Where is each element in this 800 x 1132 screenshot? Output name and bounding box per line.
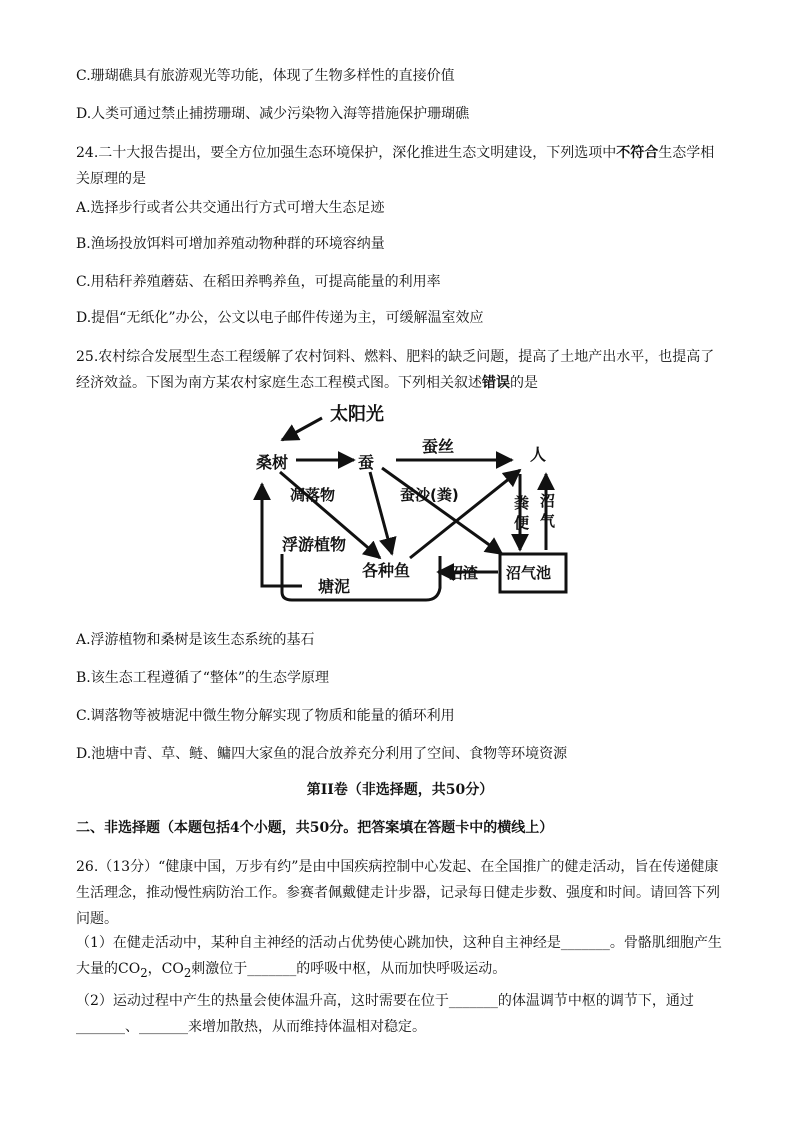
label-biogas-pool: 沼气池 — [506, 564, 552, 582]
label-fish: 各种鱼 — [362, 561, 411, 580]
label-biogas — [540, 492, 556, 530]
label-mulberry: 桑树 — [256, 453, 289, 472]
q26-part1-text-mid: ，CO — [147, 961, 184, 977]
section2-title: 第II卷（非选择题，共50分） — [306, 782, 494, 798]
label-excrement-char1: 粪 — [514, 494, 530, 512]
q25-option-a: A.浮游植物和桑树是该生态系统的基石 — [76, 632, 315, 648]
q26-part1-text: （1）在健走活动中，某种自主神经的活动占优势使心跳加快，这种自主神经是_______。骨骼肌细胞产生大量的CO — [76, 935, 722, 977]
label-silkworm-feces: 蚕沙(粪) — [400, 486, 459, 504]
label-silk: 蚕丝 — [422, 437, 455, 456]
q25-stem-text: 25.农村综合发展型生态工程缓解了农村饲料、燃料、肥料的缺乏问题，提高了土地产出水平，也提高了经济效益。下图为南方某农村家庭生态工程模式图。下列相关叙述 — [76, 349, 715, 391]
q24-stem-text-end: 生态学相关原理的是 — [76, 145, 715, 187]
label-residue: 沼渣 — [448, 564, 479, 582]
q23-option-d: D.人类可通过禁止捕捞珊瑚、减少污染物入海等措施保护珊瑚礁 — [76, 106, 470, 122]
eco-engineering-diagram — [230, 388, 570, 610]
label-human: 人 — [530, 445, 547, 464]
q26-part2: （2）运动过程中产生的热量会使体温升高，这时需要在位于_______的体温调节中枢的调节下，通过_______、_______来增加散热，从而维持体温相对稳定。 — [76, 993, 694, 1035]
q24-option-d: D.提倡“无纸化”办公，公文以电子邮件传递为主，可缓解温室效应 — [76, 310, 484, 326]
co2-subscript-2: 2 — [183, 965, 192, 980]
label-silkworm: 蚕 — [358, 453, 375, 472]
q24-stem-text: 24.二十大报告提出，要全方位加强生态环境保护，深化推进生态文明建设，下列选项中 — [76, 145, 617, 161]
q24-option-c: C.用秸秆养殖蘑菇、在稻田养鸭养鱼，可提高能量的利用率 — [76, 274, 441, 290]
q25-stem-text-end: 的是 — [510, 375, 538, 391]
label-excrement — [514, 494, 530, 532]
q26-part1 — [76, 930, 728, 986]
label-sun: 太阳光 — [330, 404, 384, 425]
q25-stem-emphasis: 错误 — [482, 375, 510, 391]
q26-part1-text-end: 刺激位于_______的呼吸中枢，从而加快呼吸运动。 — [191, 961, 507, 977]
arrow-fish-to-human — [410, 470, 520, 558]
label-plankton: 浮游植物 — [282, 535, 347, 554]
q25-option-b: B.该生态工程遵循了“整体”的生态学原理 — [76, 670, 330, 686]
q26-stem: 26.（13分）“健康中国，万步有约”是由中国疾病控制中心发起、在全国推广的健走活动，旨在传递健康生活理念，推动慢性病防治工作。参赛者佩戴健走计步器，记录每日健走步数、强度和时间。请回答下列问题。 — [76, 859, 720, 927]
q24-option-b: B.渔场投放饵料可增加养殖动物种群的环境容纳量 — [76, 236, 385, 252]
q25-option-c: C.调落物等被塘泥中微生物分解实现了物质和能量的循环利用 — [76, 708, 455, 724]
section2-heading: 二、非选择题（本题包括4个小题，共50分。把答案填在答题卡中的横线上） — [76, 820, 554, 836]
q24-stem — [76, 140, 728, 192]
label-excrement-char2: 便 — [514, 514, 530, 532]
pond-outline — [282, 554, 440, 600]
co2-subscript: 2 — [140, 965, 148, 980]
q24-option-a: A.选择步行或者公共交通出行方式可增大生态足迹 — [76, 200, 385, 216]
label-mud: 塘泥 — [318, 577, 351, 596]
q24-stem-emphasis: 不符合 — [616, 145, 659, 161]
arrow-silkworm-to-fish — [370, 472, 392, 554]
arrow-feces-to-pool — [382, 468, 502, 554]
label-biogas-char2: 气 — [540, 512, 556, 530]
label-litter: 凋落物 — [290, 486, 336, 504]
arrow-sun-to-mulberry — [282, 418, 322, 440]
label-biogas-char1: 沼 — [540, 492, 556, 510]
q23-option-c: C.珊瑚礁具有旅游观光等功能，体现了生物多样性的直接价值 — [76, 68, 455, 84]
q25-option-d: D.池塘中青、草、鲢、鳙四大家鱼的混合放养充分利用了空间、食物等环境资源 — [76, 746, 568, 762]
